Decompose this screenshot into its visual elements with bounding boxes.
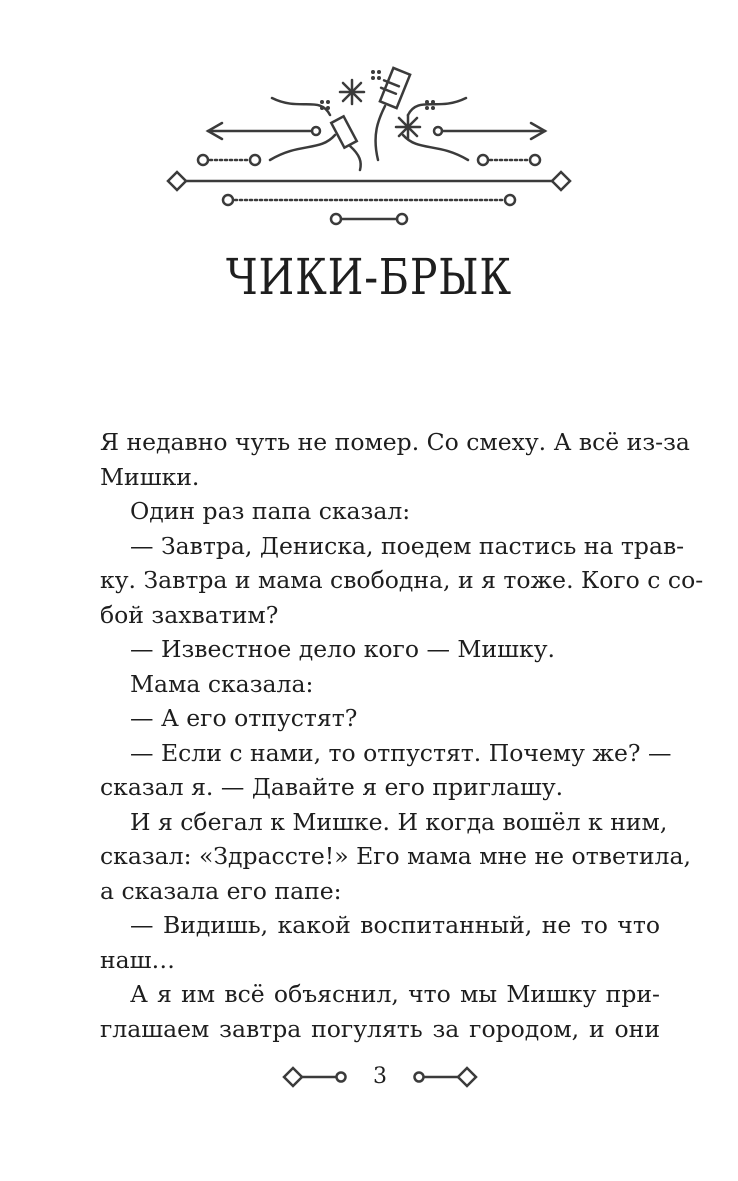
sparkle-icon: [396, 115, 420, 139]
paragraph: [100, 805, 691, 909]
paragraph: [100, 977, 660, 1046]
paragraph: [100, 425, 690, 494]
paragraph: [100, 908, 660, 977]
text-line: Мама сказала:: [130, 669, 314, 698]
paragraph: [100, 736, 672, 805]
fireworks-ornament-icon: [168, 68, 570, 224]
page-number: 3: [373, 1064, 387, 1089]
paragraph: [100, 494, 660, 529]
text-line: ку. Завтра и мама свободна, и я тоже. Кого с со-: [100, 566, 704, 594]
text-line: наш…: [100, 945, 176, 974]
paragraph: [100, 529, 704, 633]
text-line: Мишки.: [100, 462, 200, 491]
text-line: Один раз папа сказал:: [130, 497, 411, 525]
paragraph: [100, 632, 660, 667]
chapter-title: ЧИКИ-БРЫК: [226, 248, 512, 306]
text-line: — Завтра, Дениска, поедем пастись на трав-: [130, 531, 685, 560]
text-line: а сказала его папе:: [100, 876, 342, 905]
rocket-icon: [376, 68, 411, 160]
text-line: — Если с нами, то отпустят. Почему же? —: [130, 738, 672, 767]
paragraph: [100, 701, 660, 736]
text-line: — Видишь, какой воспитанный, не то что: [130, 911, 660, 939]
header-ornament: [0, 0, 738, 240]
sparkle-icon: [340, 80, 364, 104]
text-line: сказал: «Здрассте!» Его мама мне не ответила,: [100, 842, 691, 870]
rocket-icon: [331, 116, 360, 170]
paragraph: [100, 667, 660, 702]
text-line: А я им всё объяснил, что мы Мишку при-: [130, 980, 660, 1008]
text-line: — А его отпустят?: [130, 704, 358, 732]
body-text: [100, 425, 704, 1046]
text-line: глашаем завтра погулять за городом, и они: [100, 1014, 660, 1043]
page-footer: [280, 1060, 480, 1094]
text-line: сказал я. — Давайте я его приглашу.: [100, 773, 564, 801]
text-line: бой захватим?: [100, 600, 279, 629]
text-line: Я недавно чуть не помер. Со смеху. А всё из-за: [100, 428, 690, 456]
text-line: И я сбегал к Мишке. И когда вошёл к ним,: [130, 807, 668, 836]
text-line: — Известное дело кого — Мишку.: [130, 635, 555, 663]
